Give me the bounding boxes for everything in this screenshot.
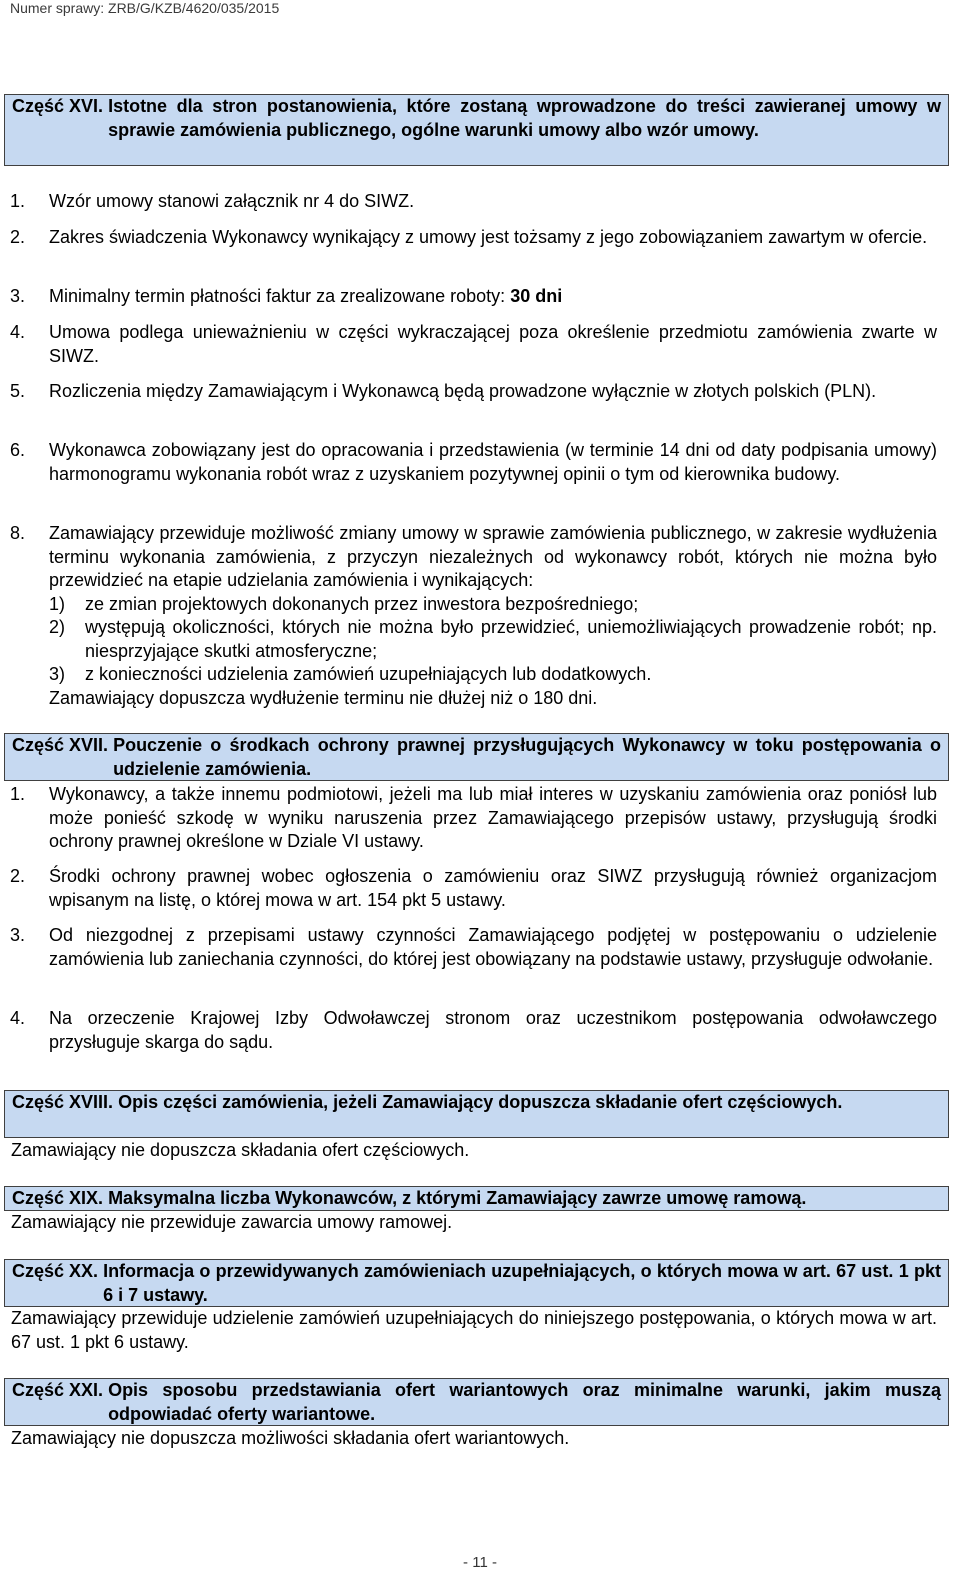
payment-term-value: 30 dni: [510, 286, 563, 306]
page-number: - 11 -: [463, 1554, 497, 1571]
item-text: Wykonawcy, a także innemu podmiotowi, jeżeli ma lub miał interes w uzyskaniu zamówienia oraz poniósł lub może ponieść szkodę w wyniku naruszenia przez Zamawiającego przepisów ustawy, przysługują środki ochrony prawnej określone w Dziale VI ustawy.: [49, 784, 937, 851]
list-item: [10, 226, 937, 250]
sub-item-text: ze zmian projektowych dokonanych przez inwestora bezpośredniego;: [85, 593, 639, 614]
list-item: [10, 439, 937, 486]
section-title: Pouczenie o środkach ochrony prawnej przysługujących Wykonawcy w toku postępowania o udzielenie zamówienia.: [113, 735, 941, 779]
section-label: Część XVI.: [12, 96, 104, 116]
item-text: Środki ochrony prawnej wobec ogłoszenia o zamówieniu oraz SIWZ przysługują również organizacjom wpisanym na listę, o której mowa w art. 154 pkt 5 ustawy.: [49, 866, 937, 910]
list-item: [10, 924, 937, 971]
section-title: Opis części zamówienia, jeżeli Zamawiający dopuszcza składanie ofert częściowych.: [118, 1092, 843, 1112]
item-text: Wykonawca zobowiązany jest do opracowania i przedstawienia (w terminie 14 dni od daty podpisania umowy) harmonogramu wykonania robót wraz z uzyskaniem pozytywnej opinii o tym od kierownika budowy.: [49, 440, 937, 484]
list-item: [10, 783, 937, 854]
item-text-main: Zamawiający przewiduje możliwość zmiany umowy w sprawie zamówienia publicznego, w zakresie wydłużenia terminu wykonania zamówienia, z przyczyn niezależnych od wykonawcy robót, których nie można było przewidzieć na etapie udzielania zamówienia i wynikających:: [49, 523, 937, 590]
item-number: 6.: [10, 440, 26, 460]
list-item: [10, 285, 937, 309]
section-text: Zamawiający nie dopuszcza składania ofert częściowych.: [11, 1140, 470, 1160]
item-number: 8.: [10, 523, 26, 543]
item-number: 3.: [10, 286, 26, 306]
item-number: 5.: [10, 381, 26, 401]
section-text: Zamawiający nie przewiduje zawarcia umowy ramowej.: [11, 1212, 453, 1232]
item-number: 4.: [10, 322, 26, 342]
sub-item: [49, 593, 937, 617]
list-item: [10, 1007, 937, 1054]
section-title: Informacja o przewidywanych zamówieniach uzupełniających, o których mowa w art. 67 ust. 1 pkt 6 i 7 ustawy.: [103, 1261, 941, 1305]
section-heading-17: [4, 733, 949, 781]
section-text: Zamawiający nie dopuszcza możliwości składania ofert wariantowych.: [11, 1428, 570, 1448]
item-number: 2.: [10, 227, 26, 247]
section-text: Zamawiający przewiduje udzielenie zamówień uzupełniających do niniejszego postępowania, o których mowa w art. 67 ust. 1 pkt 6 ustawy.: [11, 1308, 937, 1352]
list-item: [10, 380, 937, 404]
item-text: Rozliczenia między Zamawiającym i Wykonawcą będą prowadzone wyłącznie w złotych polskich (PLN).: [49, 381, 877, 401]
section-heading-18: [4, 1090, 949, 1138]
section-label: Część XX.: [12, 1261, 99, 1281]
section-title: Opis sposobu przedstawiania ofert wariantowych oraz minimalne warunki, jakim muszą odpowiadać oferty wariantowe.: [108, 1380, 941, 1424]
section-heading-20: [4, 1259, 949, 1307]
list-item: [10, 190, 937, 214]
section-heading-16: [4, 94, 949, 166]
section-heading-21: [4, 1378, 949, 1426]
section-label: Część XVIII.: [12, 1092, 114, 1112]
section-title: Istotne dla stron postanowienia, które zostaną wprowadzone do treści zawieranej umowy w sprawie zamówienia publicznego, ogólne warunki umowy albo wzór umowy.: [108, 96, 941, 140]
list-item: [10, 522, 937, 710]
item-number: 1.: [10, 784, 26, 804]
list-item: [10, 865, 937, 912]
item-text: Wzór umowy stanowi załącznik nr 4 do SIWZ.: [49, 191, 415, 211]
item-number: 4.: [10, 1008, 26, 1028]
section-label: Część XIX.: [12, 1188, 104, 1208]
item-text: Od niezgodnej z przepisami ustawy czynności Zamawiającego podjętej w postępowaniu o udzielenie zamówienia lub zaniechania czynności, do której jest obowiązany na podstawie ustawy, przysługuje odwołanie.: [49, 925, 937, 969]
sub-item-text: z konieczności udzielenia zamówień uzupełniających lub dodatkowych.: [85, 664, 652, 684]
item-closing-text: Zamawiający dopuszcza wydłużenie terminu nie dłużej niż o 180 dni.: [49, 687, 598, 708]
sub-item-number: 2): [49, 617, 66, 637]
case-number: Numer sprawy: ZRB/G/KZB/4620/035/2015: [10, 0, 280, 16]
section-heading-19: [4, 1186, 949, 1211]
item-text: [49, 522, 937, 710]
item-text: Zakres świadczenia Wykonawcy wynikający z umowy jest tożsamy z jego zobowiązaniem zawartym w ofercie.: [49, 227, 928, 247]
item-text-plain: Minimalny termin płatności faktur za zrealizowane roboty:: [49, 286, 511, 306]
sub-item-number: 1): [49, 593, 66, 614]
item-number: 3.: [10, 925, 26, 945]
section-label: Część XXI.: [12, 1380, 104, 1400]
item-text: Na orzeczenie Krajowej Izby Odwoławczej stronom oraz uczestnikom postępowania odwoławczego przysługuje skarga do sądu.: [49, 1008, 937, 1052]
item-number: 1.: [10, 191, 26, 211]
section-label: Część XVII.: [12, 735, 109, 755]
item-text: Umowa podlega unieważnieniu w części wykraczającej poza określenie przedmiotu zamówienia zwarte w SIWZ.: [49, 322, 937, 366]
sub-item: [49, 616, 937, 663]
item-text: [49, 285, 937, 309]
sub-item-number: 3): [49, 664, 66, 684]
sub-item: [49, 663, 937, 687]
list-item: [10, 321, 937, 368]
section-title: Maksymalna liczba Wykonawców, z którymi Zamawiający zawrze umowę ramową.: [108, 1188, 807, 1208]
item-number: 2.: [10, 866, 26, 886]
sub-item-text: występują okoliczności, których nie można było przewidzieć, uniemożliwiających prowadzenie robót; np. niesprzyjające skutki atmosferyczne;: [85, 617, 937, 661]
